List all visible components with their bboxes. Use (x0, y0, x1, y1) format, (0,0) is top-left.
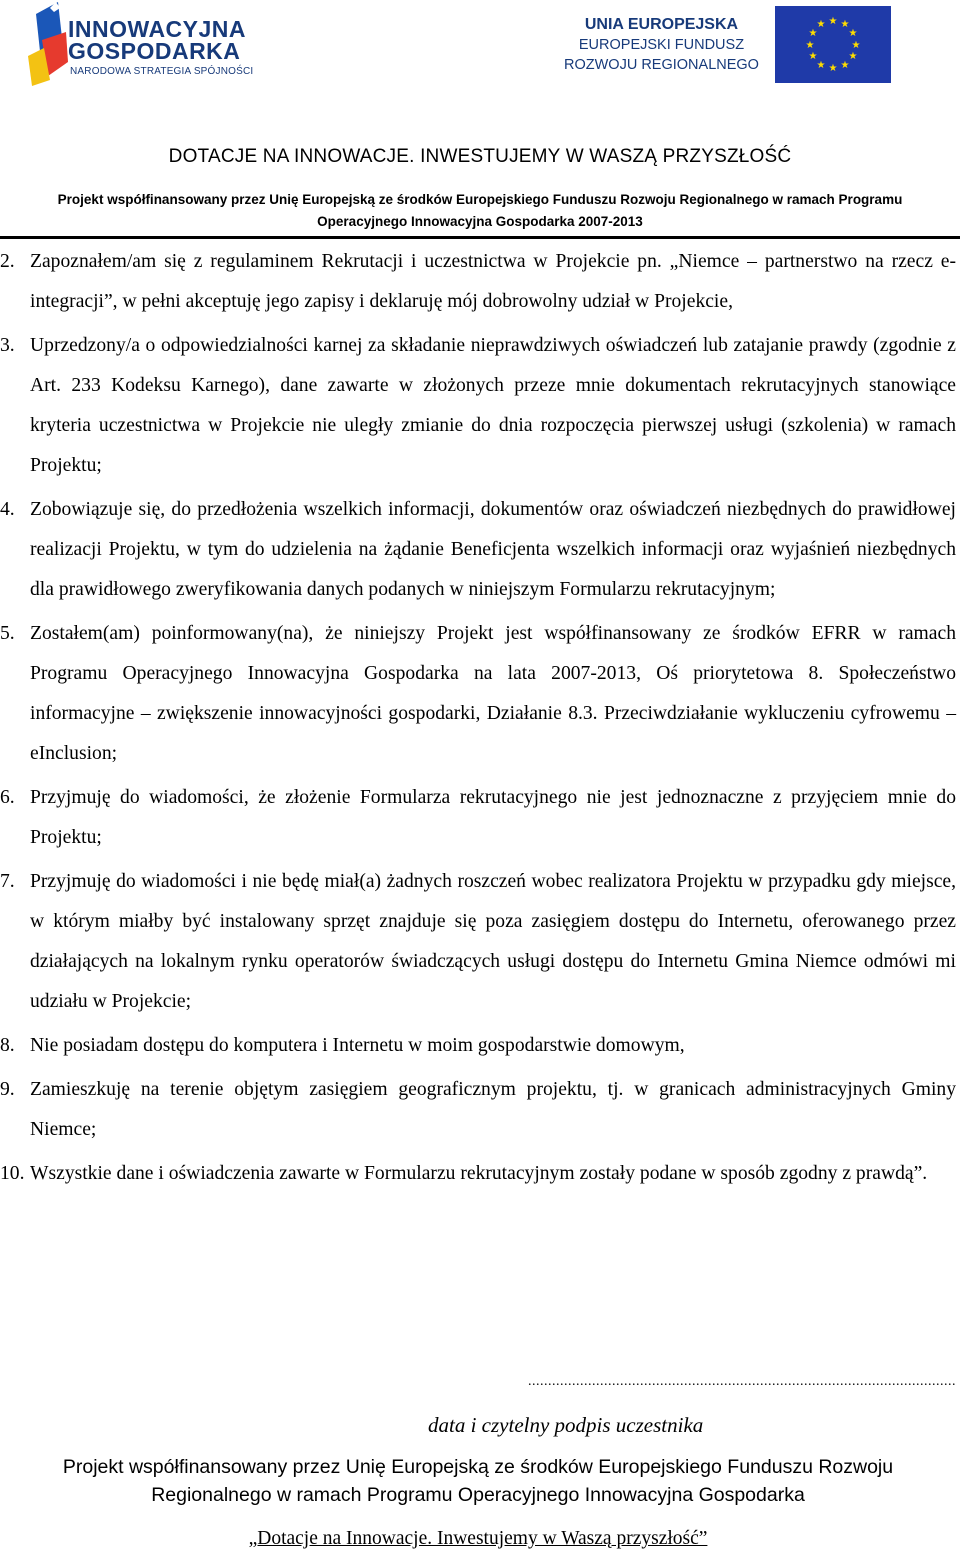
eu-logo-line2: EUROPEJSKI FUNDUSZ (578, 37, 745, 53)
svg-text:★: ★ (805, 40, 815, 51)
item-text: Uprzedzony/a o odpowiedzialności karnej za składanie nieprawdziwych oświadczeń lub zatajanie prawdy (zgodnie z Art. 233 Kodeksu Karnego), dane zawarte w złożonych przeze mnie dokumentach rekrutacyjnych stanowiące kryteria uczestnictwa w Projekcie nie uległy zmianie do dnia rozpoczęcia pierwszej usługi (szkolenia) w ramach Projektu; (30, 335, 956, 476)
item-text: Przyjmuję do wiadomości i nie będę miał(a) żadnych roszczeń wobec realizatora Projektu w przypadku gdy miejsce, w którym miałby być instalowany sprzęt znajduje się poza zasięgiem dostępu do Internetu, oferowanego przez działających na lokalnym rynku operatorów świadczących usługi dostępu do Internetu Gmina Niemce odmówi mi udziału w Projekcie; (30, 871, 956, 1012)
svg-text:★: ★ (840, 19, 850, 30)
eu-flag-icon (775, 6, 891, 83)
item-text: Zamieszkuję na terenie objętym zasięgiem geograficznym projektu, tj. w granicach administracyjnych Gminy Niemce; (30, 1079, 956, 1140)
cofinancing-note (0, 189, 960, 233)
signature-line: ........................................................................................................... (528, 1374, 956, 1389)
cofinancing-line1: Projekt współfinansowany przez Unię Europejską ze środków Europejskiego Funduszu Rozwoju Regionalnego w ramach Programu (57, 192, 903, 207)
item-number: 8. (0, 1035, 15, 1056)
header-divider (0, 236, 960, 239)
cofinancing-line2: Operacyjnego Innowacyjna Gospodarka 2007-2013 (317, 214, 643, 229)
ig-logo-subtitle: NARODOWA STRATEGIA SPÓJNOŚCI (70, 66, 254, 77)
svg-text:★: ★ (808, 28, 818, 39)
footer-line2: Regionalnego w ramach Programu Operacyjnego Innowacyjna Gospodarka (151, 1484, 805, 1506)
svg-text:★: ★ (828, 63, 838, 74)
svg-text:★: ★ (848, 28, 858, 39)
list-item (0, 242, 956, 322)
ig-logo-line1: INNOWACYJNA (68, 16, 247, 42)
item-text: Zapoznałem/am się z regulaminem Rekrutacji i uczestnictwa w Projekcie pn. „Niemce – partnerstwo na rzecz e-integracji”, w pełni akceptuję jego zapisy i deklaruję mój dobrowolny udział w Projekcie, (30, 251, 956, 312)
page-header (0, 0, 960, 95)
list-item (0, 1070, 956, 1150)
header-slogan: DOTACJE NA INNOWACJE. INWESTUJEMY W WASZĄ PRZYSZŁOŚĆ (168, 146, 792, 167)
item-text: Przyjmuję do wiadomości, że złożenie Formularza rekrutacyjnego nie jest jednoznaczne z przyjęciem mnie do Projektu; (30, 787, 956, 848)
list-item (0, 614, 956, 774)
item-number: 3. (0, 335, 15, 356)
list-item (0, 778, 956, 858)
eu-logo-line1: UNIA EUROPEJSKA (584, 16, 739, 33)
list-item (0, 1026, 956, 1066)
item-number: 2. (0, 251, 15, 272)
svg-text:★: ★ (816, 19, 826, 30)
item-text: Wszystkie dane i oświadczenia zawarte w Formularzu rekrutacyjnym zostały podane w sposób zgodny z prawdą”. (30, 1163, 928, 1184)
svg-text:★: ★ (848, 51, 858, 62)
item-number: 7. (0, 871, 15, 892)
svg-text:★: ★ (816, 60, 826, 71)
svg-text:★: ★ (840, 60, 850, 71)
signature-label: data i czytelny podpis uczestnika (428, 1413, 704, 1437)
item-text: Nie posiadam dostępu do komputera i Internetu w moim gospodarstwie domowym, (30, 1035, 685, 1056)
footer-line1: Projekt współfinansowany przez Unię Europejską ze środków Europejskiego Funduszu Rozwoju (62, 1456, 894, 1478)
list-item (0, 326, 956, 486)
item-number: 4. (0, 499, 15, 520)
item-number: 9. (0, 1079, 15, 1100)
list-item (0, 862, 956, 1022)
svg-text:★: ★ (808, 51, 818, 62)
ig-logo-text (68, 18, 246, 62)
eu-logo-text (564, 15, 759, 75)
eu-logo-line3: ROZWOJU REGIONALNEGO (564, 57, 759, 73)
item-number: 10. (0, 1163, 25, 1184)
svg-text:★: ★ (828, 16, 838, 27)
item-number: 6. (0, 787, 15, 808)
list-item (0, 1154, 956, 1194)
svg-text:★: ★ (851, 40, 861, 51)
ig-logo-line2: GOSPODARKA (68, 38, 241, 64)
declaration-list (0, 242, 956, 1198)
item-number: 5. (0, 623, 15, 644)
footer-cofinancing (0, 1453, 956, 1509)
list-item (0, 490, 956, 610)
item-text: Zostałem(am) poinformowany(na), że niniejszy Projekt jest współfinansowany ze środków EFRR w ramach Programu Operacyjnego Innowacyjna Gospodarka na lata 2007-2013, Oś priorytetowa 8. Społeczeństwo informacyjne – zwiększenie innowacyjności gospodarki, Działanie 8.3. Przeciwdziałanie wykluczeniu cyfrowemu – eInclusion; (30, 623, 956, 764)
item-text: Zobowiązuje się, do przedłożenia wszelkich informacji, dokumentów oraz oświadczeń niezbędnych do prawidłowej realizacji Projektu, w tym do udzielenia na żądanie Beneficjenta wszelkich informacji oraz wyjaśnień niezbędnych dla prawidłowego zweryfikowania danych podanych w niniejszym Formularzu rekrutacyjnym; (30, 499, 956, 600)
footer-slogan: „Dotacje na Innowacje. Inwestujemy w Waszą przyszłość” (248, 1528, 708, 1549)
